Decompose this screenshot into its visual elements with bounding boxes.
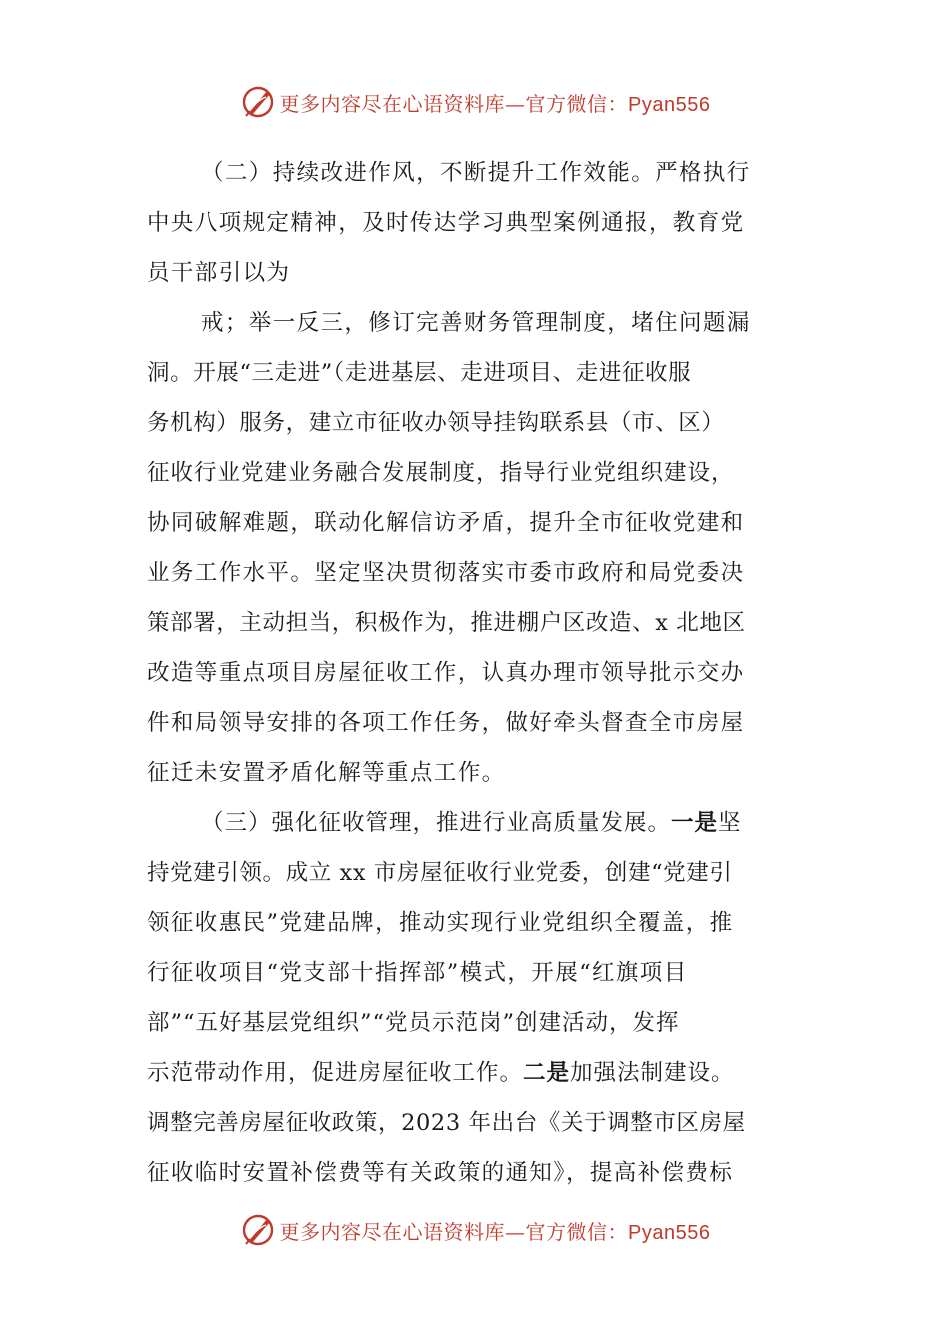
header-banner-text: 更多内容尽在心语资料库—官方微信：Pyan556 <box>279 91 711 116</box>
text-line: 件和局领导安排的各项工作任务，做好牵头督查全市房屋 <box>147 710 745 736</box>
wechat-id: Pyan556 <box>628 93 711 116</box>
text-line: （三）强化征收管理，推进行业高质量发展。一是坚 <box>201 810 742 836</box>
emphasis-text: 二是 <box>523 1060 571 1086</box>
text-line: （二）持续改进作风，不断提升工作效能。严格执行 <box>201 160 751 186</box>
quill-seal-logo-icon <box>240 84 276 120</box>
text-line: 戒；举一反三，修订完善财务管理制度，堵住问题漏 <box>201 310 751 336</box>
wechat-id: Pyan556 <box>628 1221 711 1244</box>
text-line: 征收临时安置补偿费等有关政策的通知》，提高补偿费标 <box>147 1160 734 1186</box>
text-line: 务机构）服务，建立市征收办领导挂钩联系县（市、区） <box>147 410 725 436</box>
quill-seal-logo-icon <box>240 1212 276 1248</box>
footer-watermark-banner <box>0 1210 950 1250</box>
text-line: 领征收惠民”党建品牌，推动实现行业党组织全覆盖，推 <box>147 910 734 936</box>
text-line: 部”“五好基层党组织”“党员示范岗”创建活动，发挥 <box>147 1010 680 1036</box>
text-line: 策部署，主动担当，积极作为，推进棚户区改造、x 北地区 <box>147 610 746 636</box>
footer-banner-text: 更多内容尽在心语资料库—官方微信：Pyan556 <box>279 1219 711 1244</box>
text-line: 征迁未安置矛盾化解等重点工作。 <box>147 760 506 786</box>
text-line: 示范带动作用，促进房屋征收工作。二是加强法制建设。 <box>147 1060 735 1086</box>
text-line: 改造等重点项目房屋征收工作，认真办理市领导批示交办 <box>147 660 745 686</box>
text-line: 征收行业党建业务融合发展制度，指导行业党组织建设， <box>147 460 735 486</box>
emphasis-text: 一是 <box>671 810 719 836</box>
text-line: 调整完善房屋征收政策，2023 年出台《关于调整市区房屋 <box>147 1110 746 1136</box>
text-line: 中央八项规定精神，及时传达学习典型案例通报，教育党 <box>147 210 745 236</box>
text-line: 洞。开展“三走进”（走进基层、走进项目、走进征收服 <box>147 360 692 386</box>
text-line: 行征收项目“党支部十指挥部”模式，开展“红旗项目 <box>147 960 688 986</box>
text-line: 业务工作水平。坚定坚决贯彻落实市委市政府和局党委决 <box>147 560 745 586</box>
text-line: 员干部引以为 <box>147 260 291 286</box>
header-watermark-banner <box>0 82 950 122</box>
document-body <box>147 148 807 1198</box>
text-line: 协同破解难题，联动化解信访矛盾，提升全市征收党建和 <box>147 510 745 536</box>
text-line: 持党建引领。成立 xx 市房屋征收行业党委，创建“党建引 <box>147 860 733 886</box>
